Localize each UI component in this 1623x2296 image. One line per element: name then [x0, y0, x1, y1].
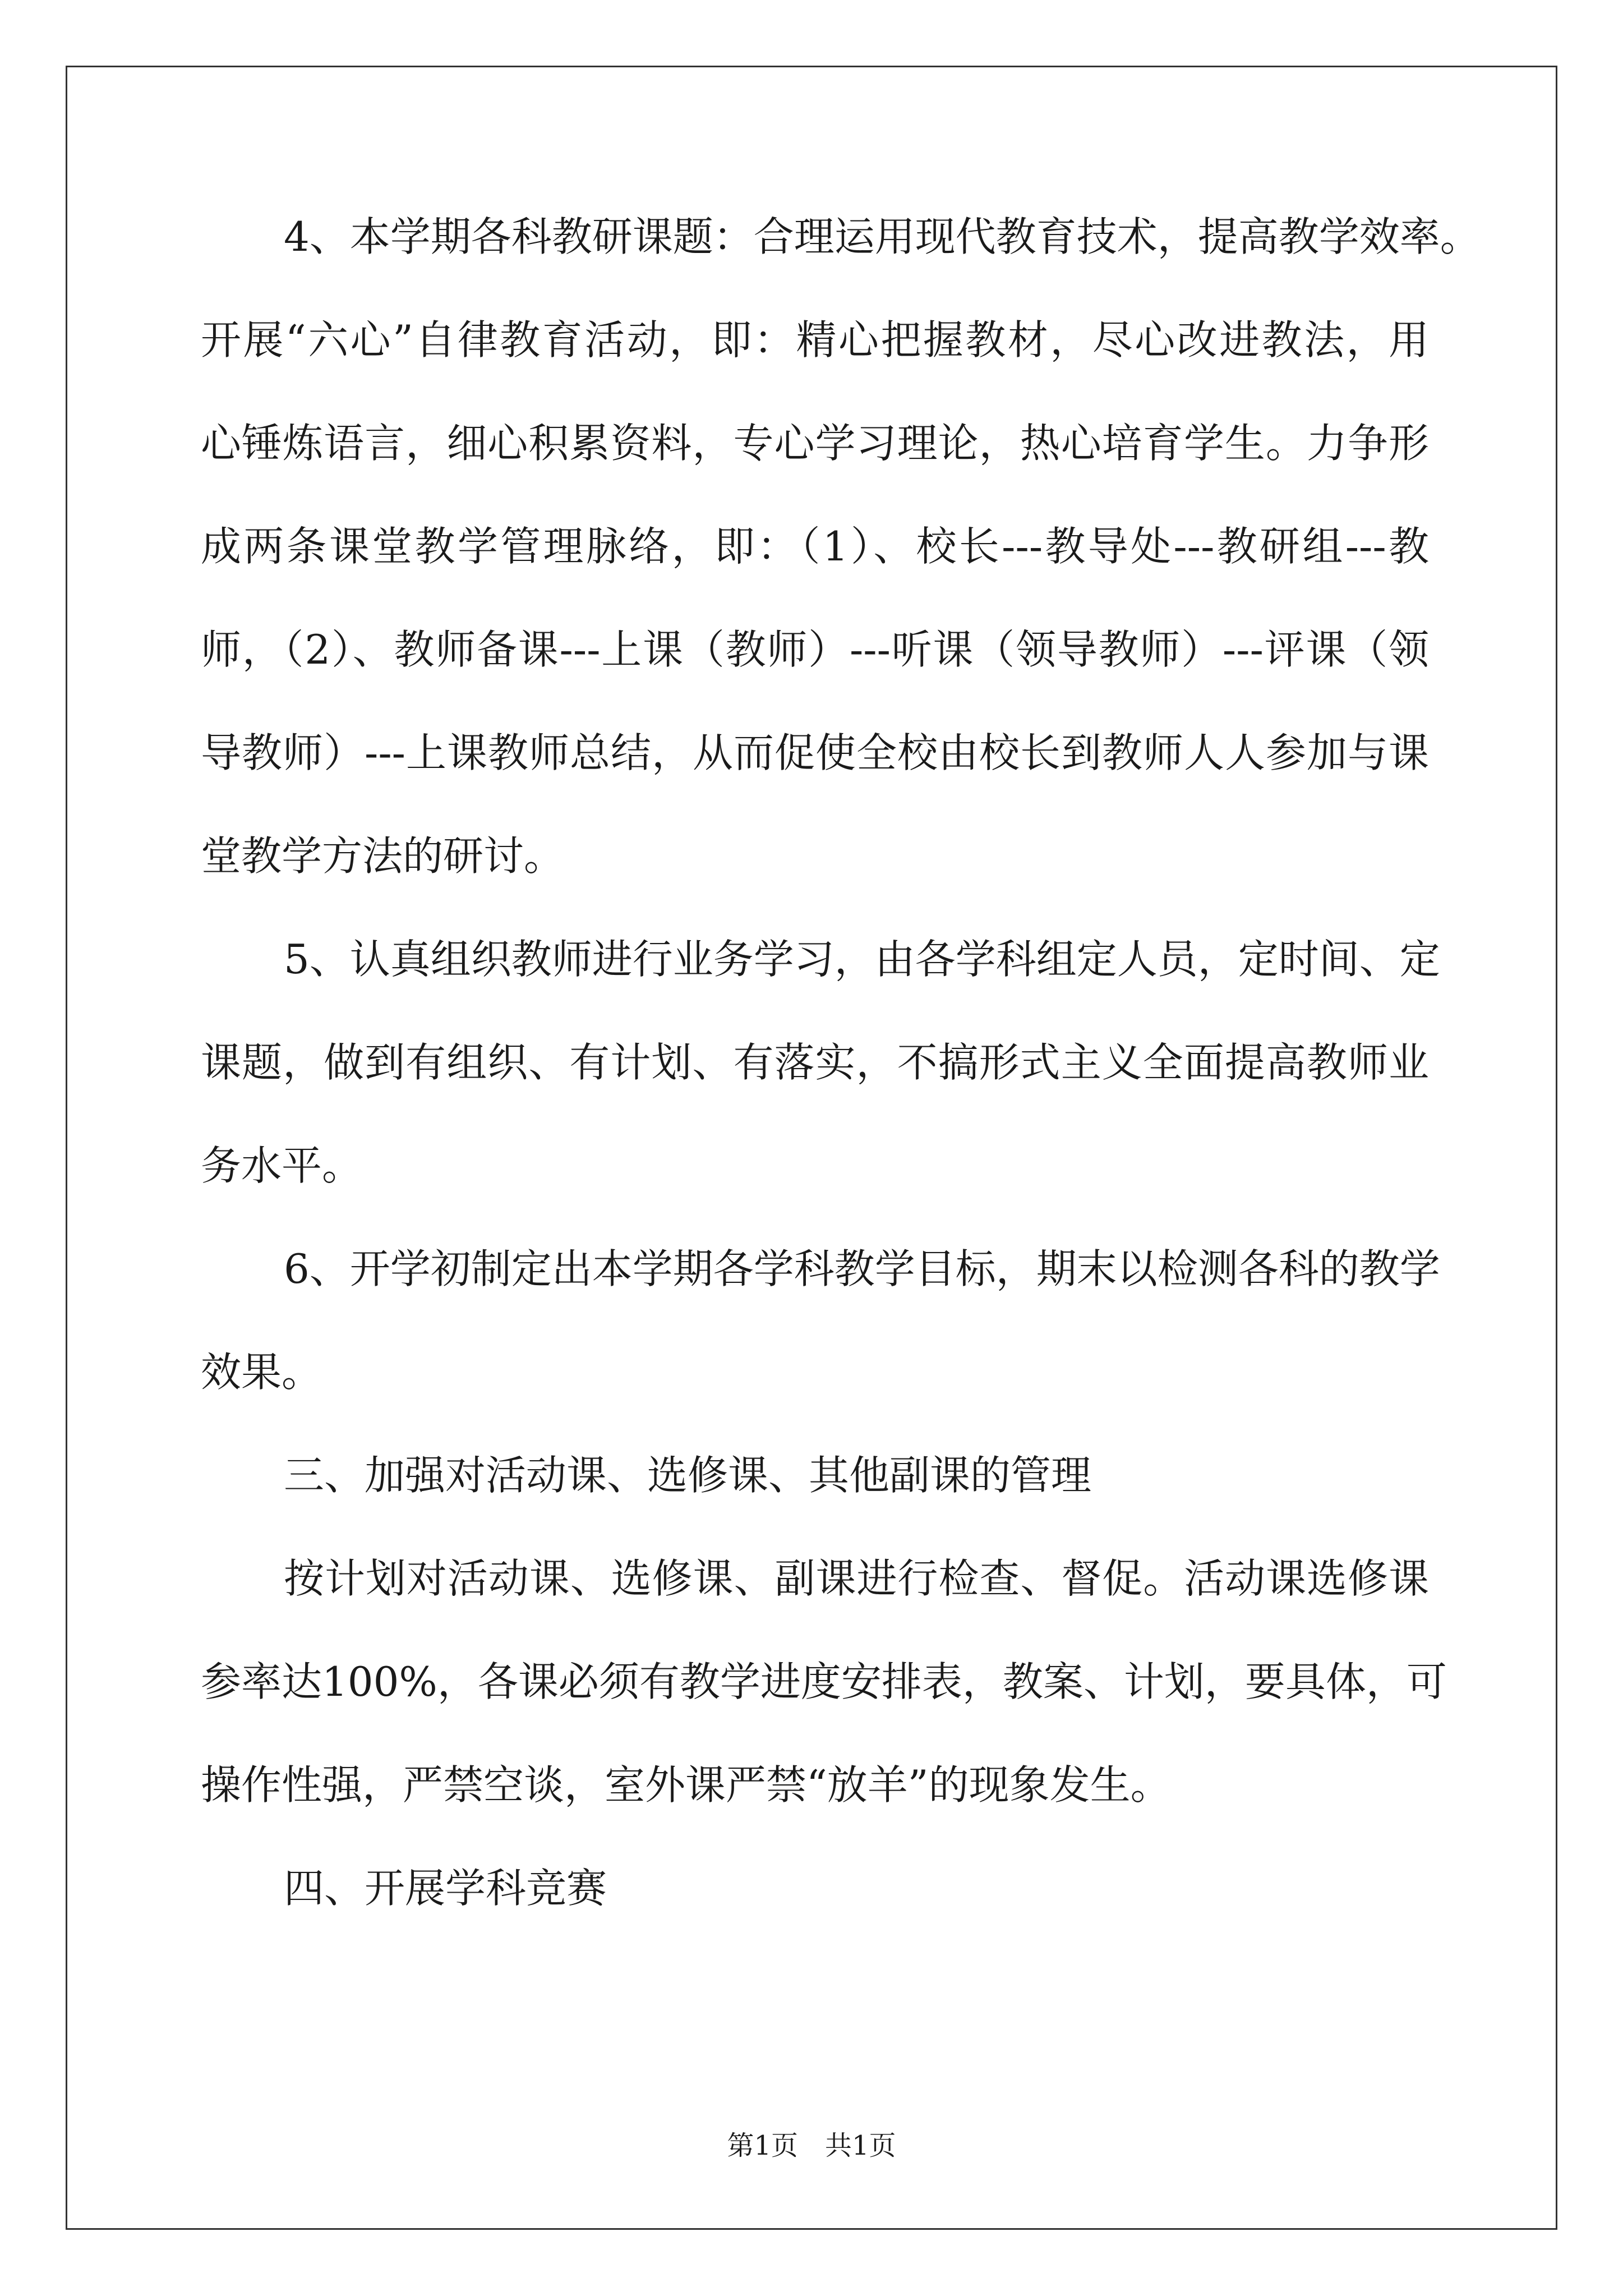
paragraph-5-line-3: 务水平。 — [201, 1142, 363, 1189]
paragraph-activity-line-2: 参率达100%，各课必须有教学进度安排表，教案、计划，要具体，可 — [201, 1658, 1447, 1705]
page-total: 共1页 — [825, 2130, 896, 2161]
paragraph-5-line-1: 5、认真组织教师进行业务学习，由各学科组定人员，定时间、定 — [284, 936, 1440, 983]
paragraph-4-line-1: 4、本学期各科教研课题：合理运用现代教育技术，提高教学效率。 — [284, 213, 1481, 260]
paragraph-activity-line-3: 操作性强，严禁空谈，室外课严禁“放羊”的现象发生。 — [201, 1761, 1171, 1809]
page-number: 第1页 — [727, 2130, 798, 2161]
section-heading-3: 三、加强对活动课、选修课、其他副课的管理 — [284, 1452, 1092, 1499]
paragraph-activity-line-1: 按计划对活动课、选修课、副课进行检查、督促。活动课选修课 — [284, 1555, 1429, 1602]
paragraph-4-line-5: 师，（2）、教师备课---上课（教师）---听课（领导教师）---评课（领 — [201, 626, 1429, 673]
section-heading-4: 四、开展学科竞赛 — [284, 1865, 607, 1912]
paragraph-5-line-2: 课题，做到有组织、有计划、有落实，不搞形式主义全面提高教师业 — [201, 1039, 1429, 1086]
paragraph-4-line-4: 成两条课堂教学管理脉络，即：（1）、校长---教导处---教研组---教 — [201, 523, 1429, 570]
paragraph-4-line-7: 堂教学方法的研讨。 — [201, 832, 565, 880]
paragraph-6-line-2: 效果。 — [201, 1349, 322, 1396]
paragraph-6-line-1: 6、开学初制定出本学期各学科教学目标，期末以检测各科的教学 — [284, 1245, 1440, 1292]
paragraph-4-line-2: 开展“六心”自律教育活动，即：精心把握教材，尽心改进教法，用 — [201, 316, 1429, 364]
paragraph-4-line-6: 导教师）---上课教师总结，从而促使全校由校长到教师人人参加与课 — [201, 729, 1429, 776]
paragraph-4-line-3: 心锤炼语言，细心积累资料，专心学习理论，热心培育学生。力争形 — [201, 420, 1429, 467]
page-footer — [0, 2129, 1623, 2162]
